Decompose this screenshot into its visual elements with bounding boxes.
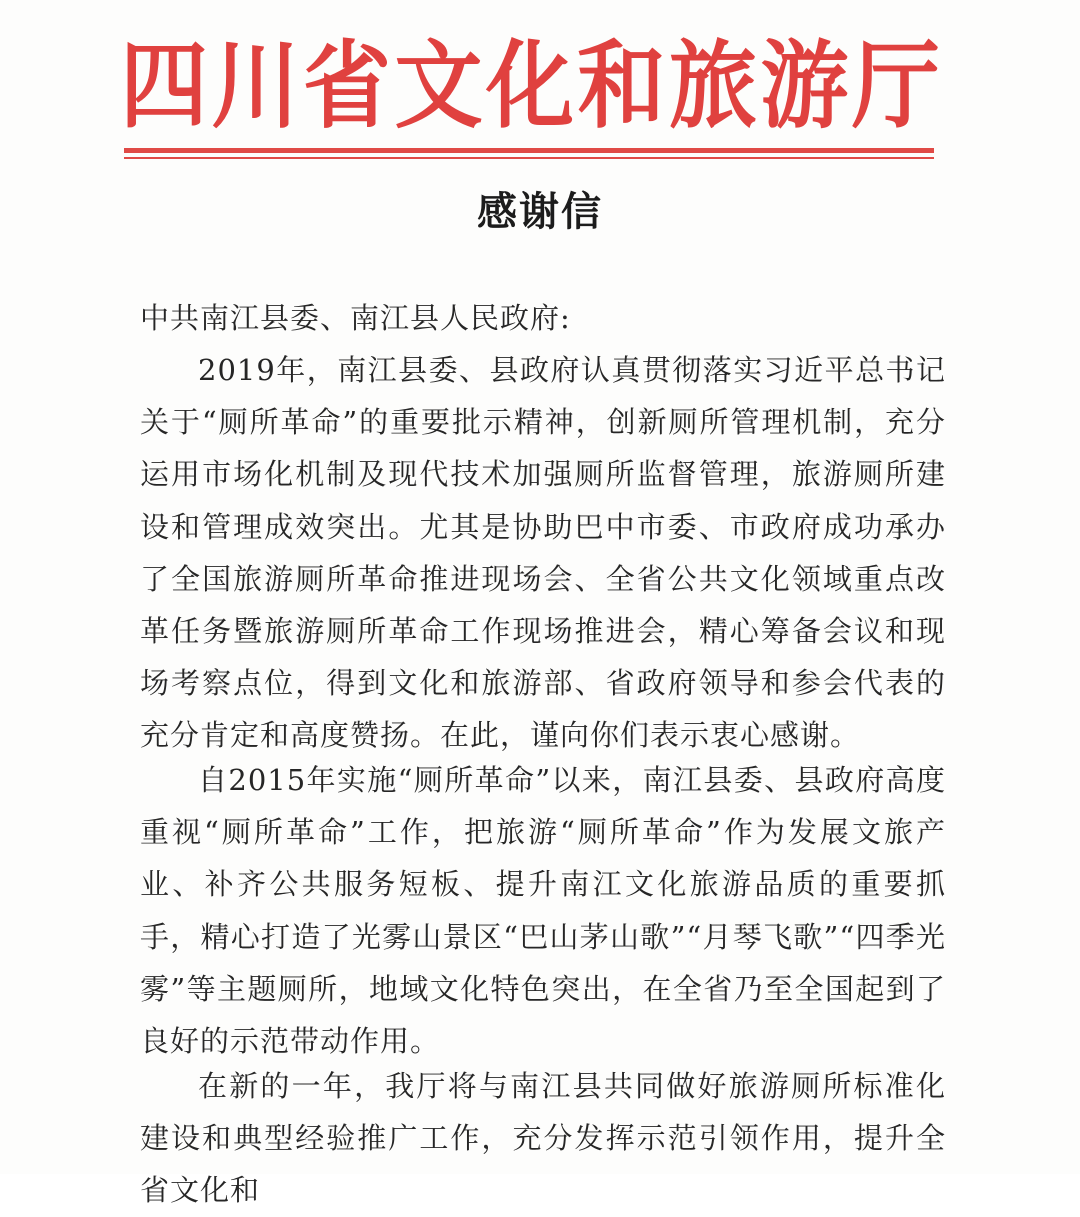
letterhead-title [120, 30, 940, 140]
letterhead-char: 游 [760, 28, 849, 142]
letterhead-char: 和 [577, 28, 666, 142]
letterhead-char: 省 [302, 28, 391, 142]
letterhead-char: 厅 [851, 28, 940, 142]
letter-title: 感谢信 [477, 189, 603, 235]
letterhead-char: 旅 [668, 28, 757, 142]
letterhead-rule-thick [124, 148, 934, 153]
body-paragraph: 自2015年实施“厕所革命”以来，南江县委、县政府高度重视“厕所革命”工作，把旅游“厕所革命”作为发展文旅产业、补齐公共服务短板、提升南江文化旅游品质的重要抓手，精心打造了光雾山景区“巴山茅山歌”“月琴飞歌”“四季光雾”等主题厕所，地域文化特色突出，在全省乃至全国起到了良好的示范带动作用。 [140, 763, 946, 1059]
salutation: 中共南江县委、南江县人民政府: [140, 301, 571, 335]
letterhead-rule-thin [124, 157, 934, 159]
body-paragraph: 2019年，南江县委、县政府认真贯彻落实习近平总书记关于“厕所革命”的重要批示精神，创新厕所管理机制，充分运用市场化机制及现代技术加强厕所监督管理，旅游厕所建设和管理成效突出。尤其是协助巴中市委、市政府成功承办了全国旅游厕所革命推进现场会、全省公共文化领域重点改革任务暨旅游厕所革命工作现场推进会，精心筹备会议和现场考察点位，得到文化和旅游部、省政府领导和参会代表的充分肯定和高度赞扬。在此，谨向你们表示衷心感谢。 [140, 353, 946, 753]
body-paragraph: 在新的一年，我厅将与南江县共同做好旅游厕所标准化建设和典型经验推广工作，充分发挥示范引领作用，提升全省文化和 [140, 1069, 946, 1208]
letterhead-char: 文 [394, 28, 483, 142]
letterhead-char: 川 [211, 28, 300, 142]
letterhead-char: 化 [485, 28, 574, 142]
letterhead-char: 四 [120, 28, 209, 142]
